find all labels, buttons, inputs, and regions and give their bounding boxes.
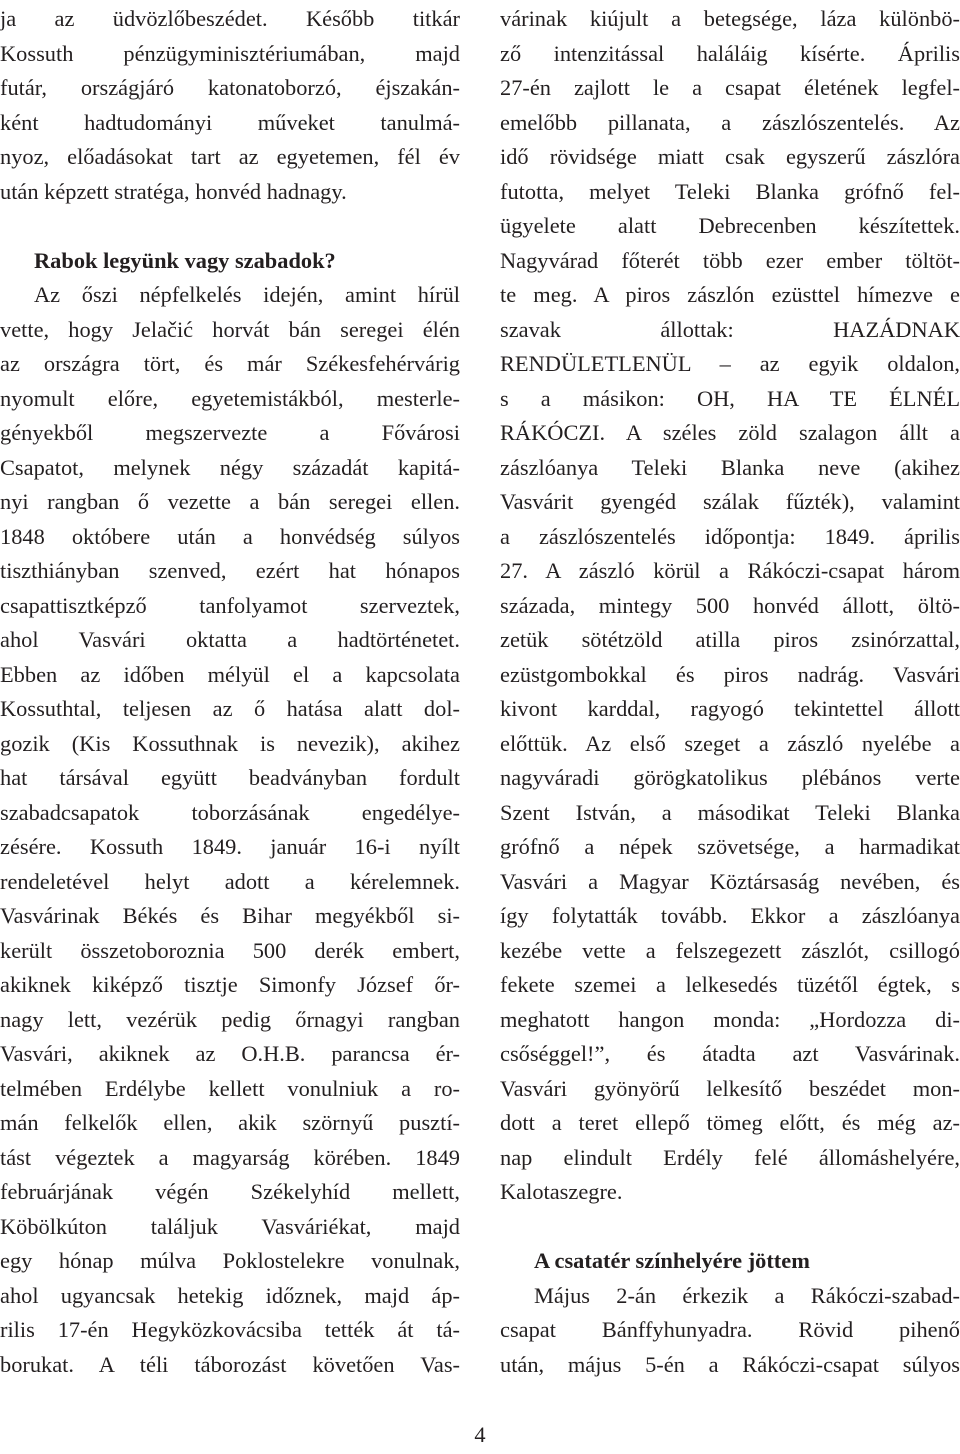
text-line: idő rövidsége miatt csak egyszerű zászlóra	[500, 144, 960, 169]
text-line: hat társával együtt beadványban fordult	[0, 765, 460, 790]
text-line: rendeletével helyt adott a kérelemnek.	[0, 868, 460, 894]
right-paragraph-1	[500, 2, 960, 1210]
text-line: szavak állottak: HAZÁDNAK	[500, 316, 960, 342]
text-line: meghatott hangon monda: „Hordozza di-	[500, 1006, 960, 1032]
text-line: Vasvárit gyengéd szálak fűzték), valamint	[500, 489, 960, 514]
text-line: RÁKÓCZI. A széles zöld szalagon állt a	[500, 420, 960, 445]
text-line: Kalotaszegre.	[500, 1179, 623, 1204]
text-line: került összetoboroznia 500 derék embert,	[0, 937, 460, 963]
text-line: gényekből megszervezte a Fővárosi	[0, 420, 460, 445]
text-line: zésére. Kossuth 1849. január 16-i nyílt	[0, 834, 460, 859]
text-line: százada, mintegy 500 honvéd állott, öltö-	[500, 592, 960, 618]
text-line: ezüstgombokkal és piros nadrág. Vasvári	[500, 661, 960, 687]
text-line: az országra tört, és már Székesfehérvárig	[0, 351, 460, 376]
text-line: nyoz, előadásokat tart az egyetemen, fél év	[0, 144, 460, 169]
text-line: tiszthiányban szenved, ezért hat hónapos	[0, 558, 460, 583]
text-line: így folytatták tovább. Ekkor a zászlóanya	[500, 903, 960, 928]
text-line: Az őszi népfelkelés idején, amint hírül	[34, 282, 460, 307]
text-line: Vasvárinak Békés és Bihar megyékből si-	[0, 903, 460, 928]
text-line: vette, hogy Jelačić horvát bán seregei élén	[0, 316, 460, 342]
text-line: gozik (Kis Kossuthnak is nevezik), akihez	[0, 730, 460, 756]
text-line: csőséggel!”, és átadta azt Vasvárinak.	[500, 1041, 960, 1066]
text-line: kivont karddal, ragyogó tekintettel állott	[500, 696, 960, 721]
text-line: telmében Erdélybe kellett vonulniuk a ro-	[0, 1075, 460, 1101]
right-column	[500, 2, 960, 1382]
text-line: nagyváradi görögkatolikus plébános verte	[500, 765, 960, 790]
text-line: után képzett stratéga, honvéd hadnagy.	[0, 178, 347, 204]
paragraph-spacer	[0, 209, 460, 244]
text-line: 27-én zajlott le a csapat életének legfel-	[500, 75, 960, 100]
text-line: fekete szemei a lelkesedés tüzétől égtek, s	[500, 972, 960, 997]
text-line: Csapatot, melynek négy századát kapitá-	[0, 454, 460, 480]
text-line: nagy lett, vezérük pedig őrnagyi rangban	[0, 1006, 460, 1032]
text-line: zászlóanya Teleki Blanka neve (akihez	[500, 454, 960, 480]
text-line: Kossuth pénzügyminisztériumában, majd	[0, 40, 460, 66]
text-line: után, május 5-én a Rákóczi-csapat súlyos	[500, 1351, 960, 1377]
text-line: Vasvári gyönyörű lelkesítő beszédet mon-	[500, 1075, 960, 1101]
left-paragraph-2	[0, 278, 460, 1382]
text-line: 1848 októbere után a honvédség súlyos	[0, 523, 460, 549]
text-line: ként hadtudományi műveket tanulmá-	[0, 109, 460, 135]
text-line: RENDÜLETLENÜL – az egyik oldalon,	[500, 351, 960, 376]
section-heading: A csatatér színhelyére jöttem	[534, 1248, 810, 1273]
text-line: csapat Bánffyhunyadra. Rövid pihenő	[500, 1317, 960, 1342]
text-line: rilis 17-én Hegyközkovácsiba tették át tá-	[0, 1317, 460, 1342]
text-line: grófnő a népek szövetsége, a harmadikat	[500, 834, 960, 859]
text-line: dott a teret ellepő tömeg előtt, és még az-	[500, 1110, 960, 1135]
text-line: emelőbb pillanata, a zászlószentelés. Az	[500, 109, 960, 135]
text-line: ahol Vasvári oktatta a hadtörténetet.	[0, 627, 460, 652]
paragraph-spacer	[500, 1210, 960, 1245]
text-line: előttük. Az első szeget a zászló nyelébe a	[500, 730, 960, 756]
text-line: ja az üdvözlőbeszédet. Később titkár	[0, 6, 460, 31]
text-line: s a másikon: OH, HA TE ÉLNÉL	[500, 385, 960, 411]
text-line: egy hónap múlva Poklostelekre vonulnak,	[0, 1248, 460, 1273]
section-heading: Rabok legyünk vagy szabadok?	[34, 247, 336, 273]
text-line: 27. A zászló körül a Rákóczi-csapat három	[500, 558, 960, 583]
text-line: Május 2-án érkezik a Rákóczi-szabad-	[534, 1282, 960, 1308]
text-line: Vasvári a Magyar Köztársaság nevében, és	[500, 868, 960, 894]
text-line: Szent István, a másodikat Teleki Blanka	[500, 799, 960, 825]
text-line: Ebben az időben mélyül el a kapcsolata	[0, 661, 460, 687]
text-line: ahol ugyancsak hetekig időznek, majd áp-	[0, 1282, 460, 1308]
text-line: nap elindult Erdély felé állomáshelyére,	[500, 1144, 960, 1170]
left-paragraph-1	[0, 2, 460, 209]
text-line: Kossuthtal, teljesen az ő hatása alatt dol-	[0, 696, 460, 721]
text-line: tást végeztek a magyarság körében. 1849	[0, 1144, 460, 1170]
text-line: futotta, melyet Teleki Blanka grófnő fel-	[500, 178, 960, 204]
text-line: nyomult előre, egyetemistákból, mesterle-	[0, 385, 460, 411]
text-line: Vasvári, akiknek az O.H.B. parancsa ér-	[0, 1041, 460, 1066]
text-line: te meg. A piros zászlón ezüsttel hímezve e	[500, 282, 960, 307]
text-line: ügyelete alatt Debrecenben készítettek.	[500, 213, 960, 238]
page-number: 4	[474, 1422, 486, 1447]
text-line: csapattisztképző tanfolyamot szerveztek,	[0, 592, 460, 618]
text-line: februárjának végén Székelyhíd mellett,	[0, 1179, 460, 1204]
text-line: borukat. A téli táborozást követően Vas-	[0, 1351, 460, 1377]
text-line: futár, országjáró katonatoborzó, éjszakán-	[0, 75, 460, 100]
text-line: kezébe vette a felszegezett zászlót, csillogó	[500, 937, 960, 963]
text-line: mán felkelők ellen, akik szörnyű pusztí-	[0, 1110, 460, 1135]
right-paragraph-2	[500, 1279, 960, 1383]
text-line: ző intenzitással haláláig kísérte. Április	[500, 40, 960, 66]
text-line: akiknek kiképző tisztje Simonfy József őr-	[0, 972, 460, 997]
text-line: Köbölkúton találjuk Vasváriékat, majd	[0, 1213, 460, 1239]
text-line: szabadcsapatok toborzásának engedélye-	[0, 799, 460, 825]
text-line: zetük sötétzöld atilla piros zsinórzattal,	[500, 627, 960, 652]
text-line: nyi rangban ő vezette a bán seregei ellen.	[0, 489, 460, 514]
left-column	[0, 2, 460, 1382]
text-line: várinak kiújult a betegsége, láza különbö-	[500, 6, 960, 31]
text-line: Nagyvárad főterét több ezer ember töltöt-	[500, 247, 960, 273]
text-line: a zászlószentelés időpontja: 1849. április	[500, 523, 960, 549]
